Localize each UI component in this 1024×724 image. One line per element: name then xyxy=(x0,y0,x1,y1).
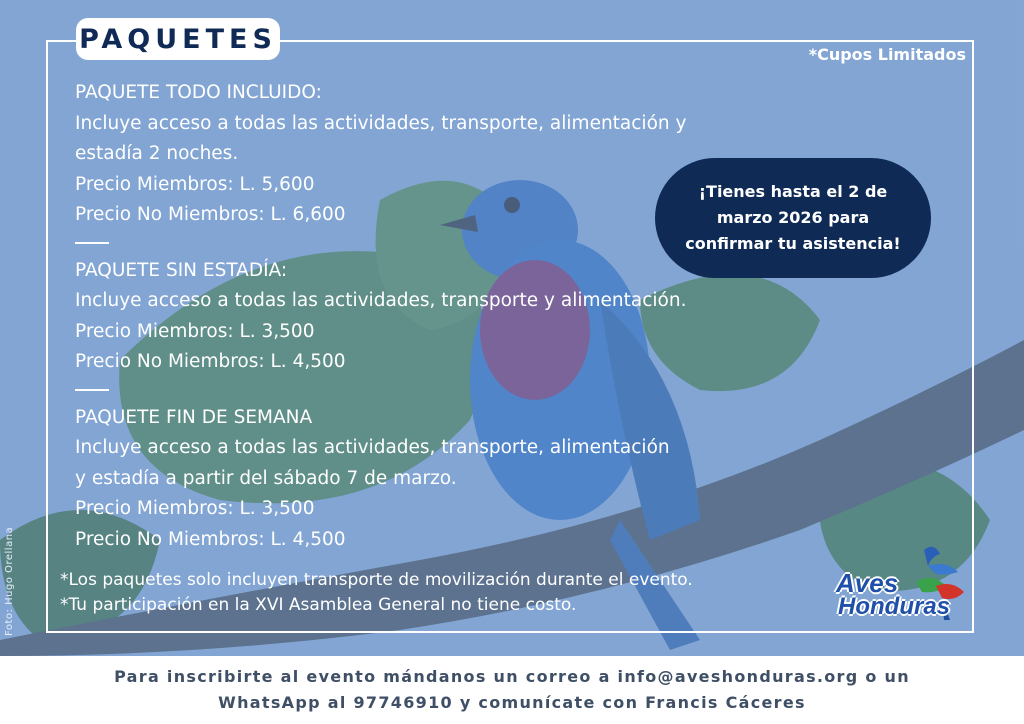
photo-credit: Foto: Hugo Orellana xyxy=(4,526,15,636)
footnotes xyxy=(60,568,693,618)
price-members: Precio Miembros: L. 3,500 xyxy=(75,498,315,519)
logo-text: Honduras xyxy=(838,593,951,620)
package-name: PAQUETE FIN DE SEMANA xyxy=(75,406,313,428)
limited-spots-note: *Cupos Limitados xyxy=(808,45,966,64)
logo-text: Aves xyxy=(836,568,899,598)
divider xyxy=(75,242,109,244)
price-non-members: Precio No Miembros: L. 4,500 xyxy=(75,351,346,372)
package-description: Incluye acceso a todas las actividades, transporte, alimentación y xyxy=(75,112,687,134)
price-members: Precio Miembros: L. 3,500 xyxy=(75,320,315,342)
deadline-text: ¡Tienes hasta el 2 de marzo 2026 para confirmar tu asistencia! xyxy=(685,182,901,253)
price-members: Precio Miembros: L. 5,600 xyxy=(75,173,315,195)
package-description: Incluye acceso a todas las actividades, transporte, alimentación xyxy=(75,437,670,458)
price-non-members: Precio No Miembros: L. 4,500 xyxy=(75,528,346,550)
package-description: Incluye acceso a todas las actividades, transporte y alimentación. xyxy=(75,290,687,311)
contact-line: Para inscribirte al evento mándanos un correo a info@aveshonduras.org o un xyxy=(114,667,910,686)
aves-honduras-logo xyxy=(836,542,966,630)
contact-footer xyxy=(0,656,1024,724)
divider xyxy=(75,389,109,391)
package-name: PAQUETE SIN ESTADÍA: xyxy=(75,259,288,281)
deadline-badge xyxy=(655,158,931,278)
packages-list xyxy=(75,78,795,555)
package-name: PAQUETE TODO INCLUIDO: xyxy=(75,82,322,103)
package-description: y estadía a partir del sábado 7 de marzo. xyxy=(75,467,457,489)
package-fin-de-semana xyxy=(75,403,795,556)
price-non-members: Precio No Miembros: L. 6,600 xyxy=(75,204,346,225)
footnote: *Los paquetes solo incluyen transporte de movilización durante el evento. xyxy=(60,570,693,590)
page-title: PAQUETES xyxy=(76,18,280,60)
contact-line: WhatsApp al 97746910 y comunícate con Francis Cáceres xyxy=(218,693,806,712)
footnote: *Tu participación en la XVI Asamblea General no tiene costo. xyxy=(60,595,577,615)
package-description: estadía 2 noches. xyxy=(75,143,239,164)
package-sin-estadia xyxy=(75,256,795,378)
